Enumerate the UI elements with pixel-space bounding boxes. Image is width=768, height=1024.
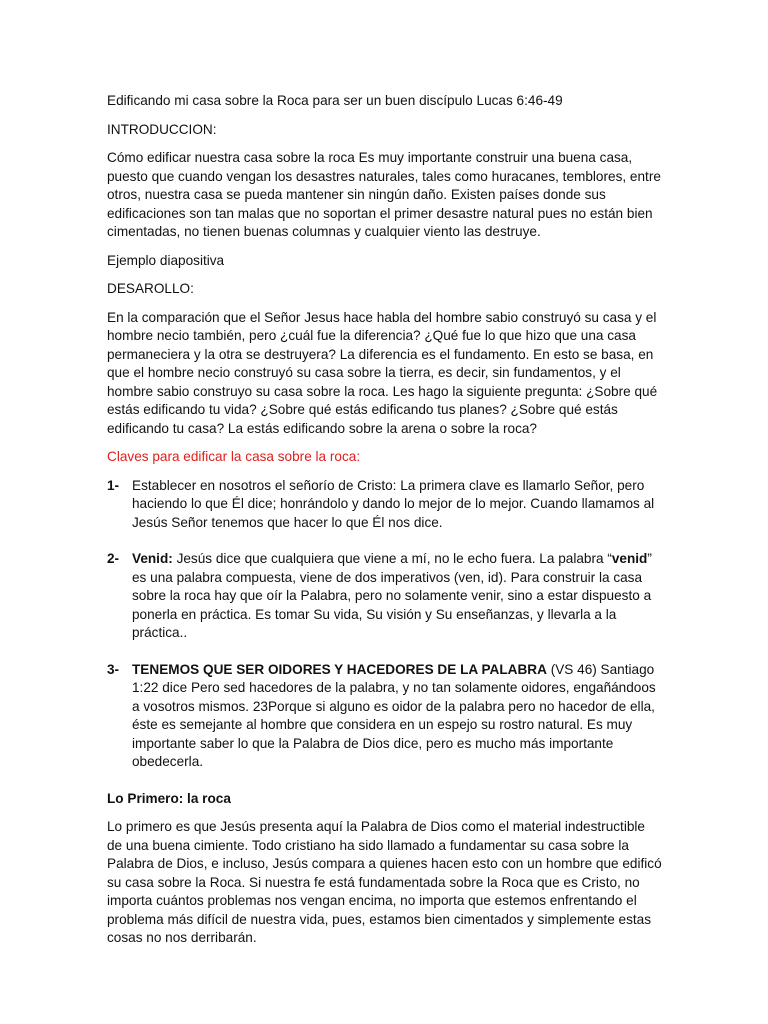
document-title: Edificando mi casa sobre la Roca para ser un buen discípulo Lucas 6:46-49 bbox=[107, 93, 563, 108]
list-item-body bbox=[132, 661, 663, 772]
list-item-1 bbox=[107, 477, 663, 533]
intro-heading: INTRODUCCION: bbox=[107, 121, 217, 137]
list-item-2 bbox=[107, 550, 663, 643]
list-item-inline-bold: venid bbox=[611, 551, 648, 566]
list-number: 1- bbox=[107, 477, 120, 493]
list-gap bbox=[107, 643, 663, 661]
development-paragraph: En la comparación que el Señor Jesus hace habla del hombre sabio construyó su casa y el hombre necio también, pero ¿cuál fue la diferencia? ¿Qué fue lo que hizo que una casa permaneciera y la otra se destruyera? La diferencia es el fundamento. En esto se basa, en que el hombre necio construyó su casa sobre la tierra, es decir, sin fundamentos, y el hombre sabio construyo su casa sobre la roca. Les hago la siguiente pregunta: ¿Sobre qué estás edificando tu vida? ¿Sobre qué estás edificando tus planes? ¿Sobre qué estás edificando tu casa? La estás edificando sobre la arena o sobre la roca? bbox=[107, 309, 658, 436]
document-body bbox=[107, 92, 663, 958]
first-paragraph: Lo primero es que Jesús presenta aquí la Palabra de Dios como el material indestructible de una buena cimiente. Todo cristiano ha sido llamado a fundamentar su casa sobre la Palabra de Dios, e incluso, Jesús compara a quienes hacen esto con un hombre que edificó su casa sobre la Roca. Si nuestra fe está fundamentada sobre la Roca que es Cristo, no importa cuántos problemas nos vengan encima, no importa que estemos enfrentando el problema más difícil de nuestra vida, pues, estamos bien cimentados y simplemente estas cosas no nos derribarán. bbox=[107, 819, 662, 945]
example-line: Ejemplo diapositiva bbox=[107, 252, 225, 268]
list-item-text: Establecer en nosotros el señorío de Cristo: La primera clave es llamarlo Señor, pero haciendo lo que Él dice; honrándolo y dando lo mejor de lo mejor. Cuando llamamos al Jesús Señor tenemos que hacer lo que Él nos dice. bbox=[132, 477, 655, 530]
list-item-lead: TENEMOS QUE SER OIDORES Y HACEDORES DE LA PALABRA bbox=[132, 661, 547, 677]
list-item-body bbox=[132, 550, 663, 643]
development-heading: DESAROLLO: bbox=[107, 281, 194, 296]
intro-paragraph: Cómo edificar nuestra casa sobre la roca Es muy importante construir una buena casa, puesto que cuando vengan los desastres naturales, tales como huracanes, temblores, entre otros, nuestra casa se pueda mantener sin ningún daño. Existen países donde sus edificaciones son tan malas que no soportan el primer desastre natural pues no están bien cimentadas, no tienen buenas columnas y cualquier viento las destruye. bbox=[107, 150, 661, 239]
first-heading: Lo Primero: la roca bbox=[107, 790, 231, 806]
list-gap bbox=[107, 532, 663, 550]
list-item-lead: Venid: bbox=[132, 551, 173, 566]
list-item-text-b: ” es una palabra compuesta, viene de dos imperativos (ven, id). Para construir la casa sobre la roca hay que oír la Palabra, pero no solamente venir, sino a estar dispuesto a ponerla en práctica. Es tomar Su vida, Su visión y Su enseñanzas, y llevarla a la práctica.. bbox=[132, 551, 652, 640]
list-number: 3- bbox=[107, 661, 120, 677]
list-item-text: (VS 46) Santiago 1:22 dice Pero sed hacedores de la palabra, y no tan solamente oidores, engañándoos a vosotros mismos. 23Porque si alguno es oidor de la palabra pero no hacedor de ella, éste es semejante al hombre que considera en un espejo su rostro natural. Es muy importante saber lo que la Palabra de Dios dice, pero es mucho más importante obedecerla. bbox=[132, 661, 656, 769]
section-gap bbox=[107, 772, 663, 790]
keys-heading: Claves para edificar la casa sobre la roca: bbox=[107, 449, 361, 464]
list-item-text-a: Jesús dice que cualquiera que viene a mí, no le echo fuera. La palabra “ bbox=[172, 551, 612, 566]
list-number: 2- bbox=[107, 551, 120, 566]
list-item-3 bbox=[107, 661, 663, 772]
